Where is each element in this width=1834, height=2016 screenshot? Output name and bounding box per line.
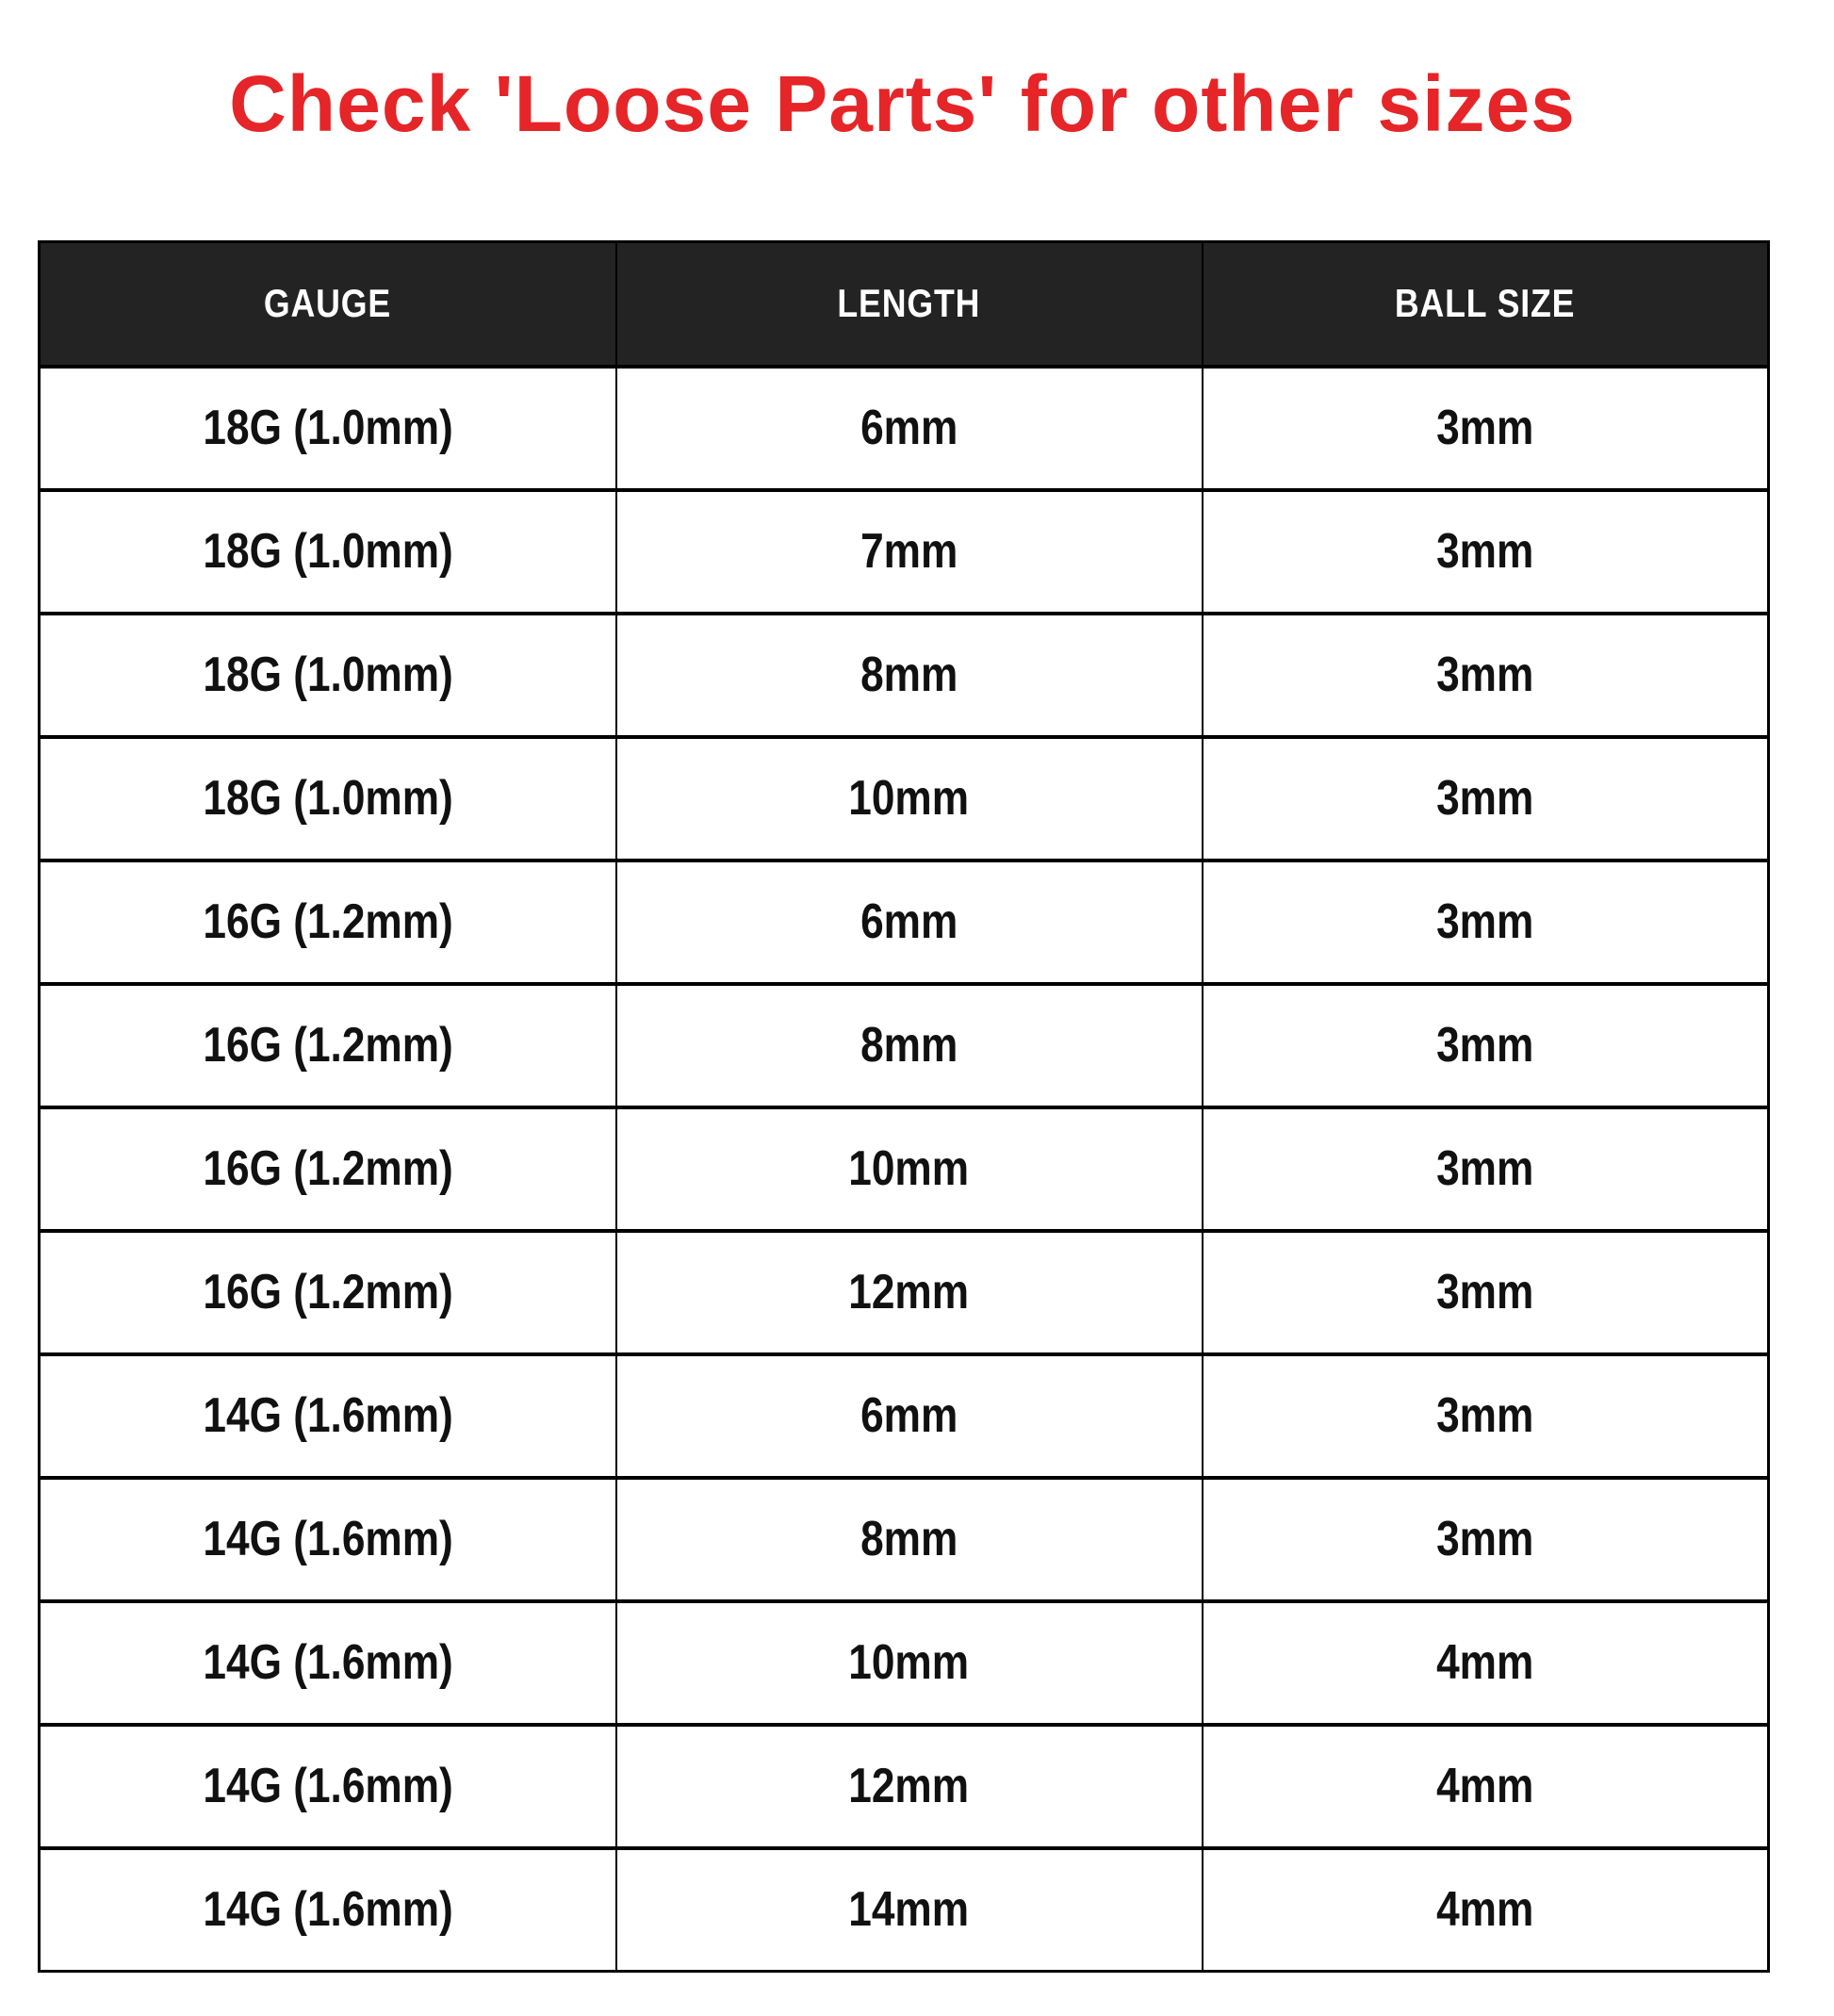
- ball-size-cell: [1203, 614, 1769, 737]
- table-row: [40, 1601, 1769, 1725]
- gauge-column-header-label: GAUGE: [264, 281, 392, 326]
- length-cell-text: 10mm: [848, 1635, 970, 1690]
- table-row: [40, 1848, 1769, 1972]
- gauge-cell-text: 16G (1.2mm): [203, 1018, 453, 1073]
- ball-size-cell-text: 4mm: [1436, 1882, 1534, 1938]
- ball-size-cell: [1203, 367, 1769, 490]
- length-cell-text: 6mm: [860, 1388, 958, 1443]
- ball-size-cell: [1203, 1848, 1769, 1972]
- ball-size-cell: [1203, 860, 1769, 984]
- length-cell: [616, 984, 1203, 1107]
- gauge-cell: [40, 1231, 616, 1354]
- table-row: [40, 860, 1769, 984]
- table-header: [40, 242, 1769, 367]
- gauge-cell-text: 14G (1.6mm): [203, 1759, 453, 1813]
- gauge-cell-text: 14G (1.6mm): [203, 1388, 453, 1443]
- table-row: [40, 1231, 1769, 1354]
- length-cell: [616, 1478, 1203, 1601]
- ball-size-cell-text: 3mm: [1436, 401, 1534, 455]
- length-cell-text: 8mm: [860, 1512, 958, 1566]
- gauge-cell-text: 16G (1.2mm): [203, 894, 453, 949]
- gauge-cell-text: 16G (1.2mm): [203, 1141, 453, 1196]
- length-column-header-label: LENGTH: [837, 281, 981, 326]
- gauge-cell: [40, 490, 616, 614]
- gauge-cell-text: 18G (1.0mm): [203, 401, 453, 455]
- length-cell-text: 10mm: [848, 771, 970, 826]
- gauge-cell: [40, 1601, 616, 1725]
- length-cell-text: 8mm: [860, 1018, 958, 1073]
- length-cell-text: 12mm: [848, 1265, 970, 1319]
- gauge-cell: [40, 1107, 616, 1231]
- table-body: [40, 367, 1769, 1972]
- gauge-cell: [40, 984, 616, 1107]
- length-cell: [616, 367, 1203, 490]
- length-cell: [616, 737, 1203, 860]
- length-cell-text: 6mm: [860, 401, 958, 455]
- ball-size-cell-text: 4mm: [1436, 1759, 1534, 1813]
- header-row: [40, 242, 1769, 367]
- length-cell-text: 6mm: [860, 894, 958, 949]
- gauge-cell-text: 18G (1.0mm): [203, 524, 453, 579]
- gauge-cell: [40, 1848, 616, 1972]
- ball-size-cell: [1203, 984, 1769, 1107]
- length-cell-text: 14mm: [848, 1882, 970, 1938]
- ball-size-cell-text: 3mm: [1436, 1141, 1534, 1196]
- ball-size-cell: [1203, 1231, 1769, 1354]
- gauge-cell-text: 18G (1.0mm): [203, 771, 453, 826]
- length-column-header: [616, 242, 1203, 367]
- ball-size-column-header: [1203, 242, 1769, 367]
- table-row: [40, 737, 1769, 860]
- ball-size-cell: [1203, 490, 1769, 614]
- length-cell: [616, 490, 1203, 614]
- ball-size-cell: [1203, 1354, 1769, 1478]
- gauge-cell: [40, 1725, 616, 1848]
- ball-size-cell-text: 3mm: [1436, 771, 1534, 826]
- gauge-cell-text: 14G (1.6mm): [203, 1635, 453, 1690]
- gauge-cell: [40, 737, 616, 860]
- ball-size-cell-text: 3mm: [1436, 524, 1534, 579]
- table-row: [40, 1725, 1769, 1848]
- ball-size-cell: [1203, 1107, 1769, 1231]
- size-chart-table: [38, 240, 1770, 1973]
- length-cell-text: 12mm: [848, 1759, 970, 1813]
- gauge-cell-text: 14G (1.6mm): [203, 1882, 453, 1938]
- ball-size-cell-text: 4mm: [1436, 1635, 1534, 1690]
- length-cell-text: 7mm: [860, 524, 958, 579]
- table-row: [40, 1478, 1769, 1601]
- length-cell: [616, 1231, 1203, 1354]
- ball-size-cell: [1203, 1478, 1769, 1601]
- ball-size-cell: [1203, 737, 1769, 860]
- table-row: [40, 1107, 1769, 1231]
- table-row: [40, 1354, 1769, 1478]
- ball-size-cell-text: 3mm: [1436, 1018, 1534, 1073]
- ball-size-cell-text: 3mm: [1436, 894, 1534, 949]
- ball-size-cell-text: 3mm: [1436, 1512, 1534, 1566]
- length-cell: [616, 860, 1203, 984]
- gauge-cell: [40, 614, 616, 737]
- table-row: [40, 614, 1769, 737]
- ball-size-cell-text: 3mm: [1436, 1265, 1534, 1319]
- length-cell: [616, 1601, 1203, 1725]
- table-row: [40, 367, 1769, 490]
- gauge-cell-text: 16G (1.2mm): [203, 1265, 453, 1319]
- gauge-cell-text: 18G (1.0mm): [203, 647, 453, 702]
- ball-size-cell: [1203, 1725, 1769, 1848]
- ball-size-cell-text: 3mm: [1436, 1388, 1534, 1443]
- gauge-cell-text: 14G (1.6mm): [203, 1512, 453, 1566]
- gauge-cell: [40, 367, 616, 490]
- length-cell: [616, 1848, 1203, 1972]
- ball-size-column-header-label: BALL SIZE: [1395, 281, 1576, 326]
- table-row: [40, 490, 1769, 614]
- table-row: [40, 984, 1769, 1107]
- gauge-column-header: [40, 242, 616, 367]
- gauge-cell: [40, 860, 616, 984]
- length-cell: [616, 1725, 1203, 1848]
- page-title: Check 'Loose Parts' for other sizes: [229, 59, 1576, 148]
- length-cell: [616, 614, 1203, 737]
- gauge-cell: [40, 1478, 616, 1601]
- length-cell: [616, 1354, 1203, 1478]
- ball-size-cell: [1203, 1601, 1769, 1725]
- length-cell-text: 8mm: [860, 647, 958, 702]
- length-cell: [616, 1107, 1203, 1231]
- gauge-cell: [40, 1354, 616, 1478]
- length-cell-text: 10mm: [848, 1141, 970, 1196]
- ball-size-cell-text: 3mm: [1436, 647, 1534, 702]
